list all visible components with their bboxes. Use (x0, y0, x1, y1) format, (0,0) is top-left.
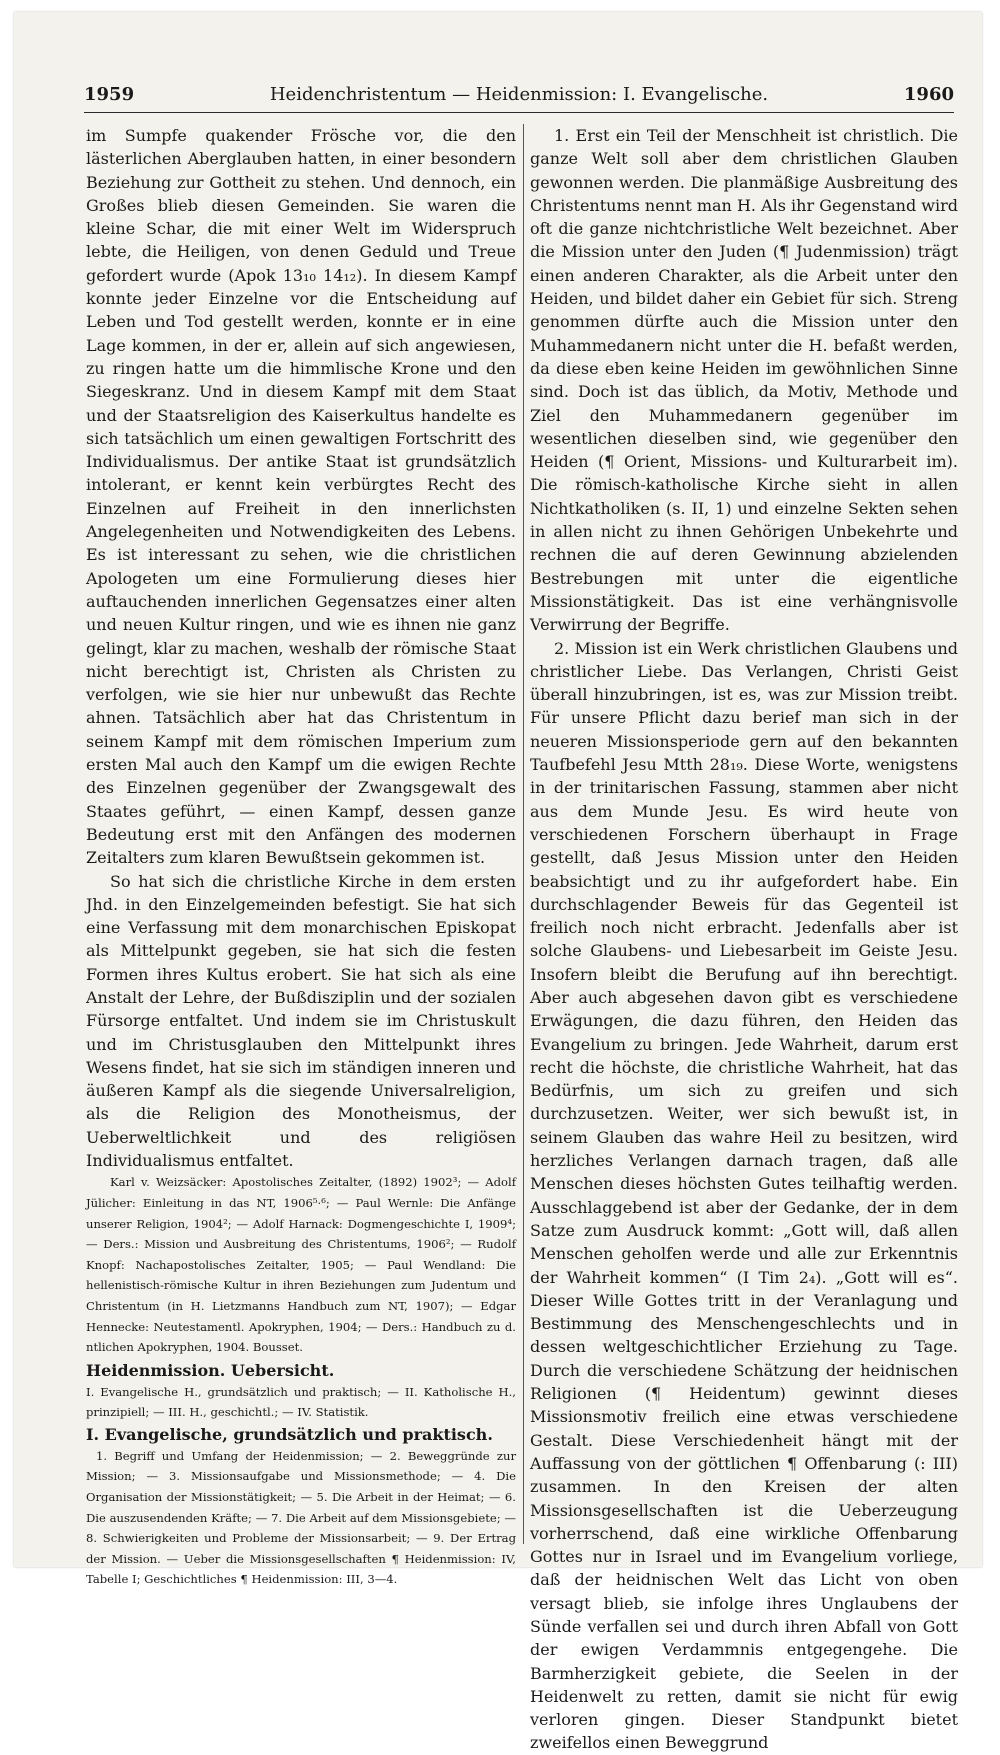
page-header (84, 82, 954, 113)
section-overview: I. Evangelische H., grundsätzlich und praktisch; — II. Katholische H., prinzipiell; — III. H., geschichtl.; — IV. Statistik. (86, 1384, 516, 1420)
subsection-outline: 1. Begriff und Umfang der Heidenmission; — 2. Beweggründe zur Mission; — 3. Missionsaufgabe und Missionsmethode; — 4. Die Organisation der Missionstätigkeit; — 5. Die Arbeit in der Heimat; — 6. Die auszusendenden Kräfte; — 7. Die Arbeit auf dem Missionsgebiete; — 8. Schwierigkeiten und Probleme der Missionsarbeit; — 9. Der Ertrag der Mission. — Ueber die Missionsgesellschaften ¶ Heidenmission: IV, Tabelle I; Geschichtliches ¶ Heidenmission: III, 3—4. (86, 1448, 516, 1587)
left-paragraph-1: im Sumpfe quakender Frösche vor, die den lästerlichen Aberglauben hatten, in einer besondern Beziehung zur Gottheit zu stehen. Und dennoch, ein Großes blieb diesen Gemeinden. Sie waren die kleine Schar, die mit einer Welt im Widerspruch lebte, die Heiligen, von denen Geduld und Treue gefordert wurde (Apok 13₁₀ 14₁₂). In diesem Kampf konnte jeder Einzelne vor die Entscheidung auf Leben und Tod gestellt werden, konnte er in eine Lage kommen, in der er, allein auf sich angewiesen, zu ringen hatte um die himmlische Krone und den Siegeskranz. Und in diesem Kampf mit dem Staat und der Staatsreligion des Kaiserkultus handelte es sich tatsächlich um einen gewaltigen Fortschritt des Individualismus. Der antike Staat ist grundsätzlich intolerant, er kennt kein verbürgtes Recht des Einzelnen auf Freiheit in den innerlichsten Angelegenheiten und Notwendigkeiten des Lebens. Es ist interessant zu sehen, wie die christlichen Apologeten um eine Formulierung dieses hier auftauchenden innerlichen Gegensatzes einer alten und neuen Kultur ringen, und wie es ihnen nie ganz gelingt, klar zu machen, weshalb der römische Staat nicht berechtigt ist, Christen als Christen zu verfolgen, wie sie hier nur unbewußt das Rechte ahnen. Tatsächlich aber hat das Christentum in seinem Kampf mit dem römischen Imperium zum ersten Mal auch den Kampf um die ewigen Rechte des Einzelnen gegenüber der Zwangsgewalt des Staates geführt, — einen Kampf, dessen ganze Bedeutung erst mit den Anfängen des modernen Zeitalters zum klaren Bewußtsein gekommen ist. (86, 126, 516, 868)
left-column (86, 124, 516, 1590)
running-title: Heidenchristentum — Heidenmission: I. Evangelische. (269, 84, 769, 105)
subsection-title: I. Evangelische, grundsätzlich und praktisch. (86, 1424, 493, 1444)
page-number-left: 1959 (84, 84, 135, 105)
column-divider (523, 124, 524, 1544)
page-number-right: 1960 (903, 84, 954, 105)
right-column (530, 124, 958, 1755)
right-paragraph-2: 2. Mission ist ein Werk christlichen Glaubens und christlicher Liebe. Das Verlangen, Christi Geist überall hinzubringen, ist es, was zur Mission treibt. Für unsere Pflicht dazu berief man sich in der neueren Missionsperiode gern auf den bekannten Taufbefehl Jesu Mtth 28₁₉. Diese Worte, wenigstens in der trinitarischen Fassung, stammen aber nicht aus dem Munde Jesu. Es wird heute von verschiedenen Forschern überhaupt in Frage gestellt, daß Jesus Mission unter den Heiden beabsichtigt und zu ihr aufgefordert habe. Ein durchschlagender Beweis für das Gegenteil ist freilich noch nicht erbracht. Jedenfalls aber ist solche Glaubens- und Liebesarbeit im Geiste Jesu. Insofern bleibt die Berufung auf ihn berechtigt. Aber auch abgesehen davon gibt es verschiedene Erwägungen, die dazu führen, den Heiden das Evangelium zu bringen. Jede Wahrheit, darum erst recht die höchste, die christliche Wahrheit, hat das Bedürfnis, um sich zu greifen und sich durchzusetzen. Weiter, wer sich bewußt ist, in seinem Glauben das wahre Heil zu besitzen, wird herzliches Verlangen darnach tragen, daß alle Menschen dieses höchsten Gutes teilhaftig werden. Ausschlaggebend ist aber der Gedanke, der in dem Satze zum Ausdruck kommt: „Gott will, daß allen Menschen geholfen werde und alle zur Erkenntnis der Wahrheit kommen“ (I Tim 2₄). „Gott will es“. Dieser Wille Gottes tritt in der Veranlagung und Bestimmung des Menschengeschlechts und in dessen weltgeschichtlicher Erziehung zu Tage. Durch die verschiedene Schätzung der heidnischen Religionen (¶ Heidentum) gewinnt dieses Missionsmotiv freilich eine etwas verschiedene Gestalt. Diese Verschiedenheit hängt mit der Auffassung von der göttlichen ¶ Offenbarung (: III) zusammen. In den Kreisen der alten Missionsgesellschaften ist die Ueberzeugung vorherrschend, daß eine wirkliche Offenbarung Gottes nur in Israel und im Evangelium vorliege, daß der heidnischen Welt das Licht von oben versagt blieb, sie infolge ihres Unglaubens der Sünde verfallen sei und durch ihren Abfall von Gott der ewigen Verdammnis entgegengehe. Die Barmherzigkeit gebiete, die Seelen in der Heidenwelt zu retten, damit sie nicht für ewig verloren gingen. Dieser Standpunkt bietet zweifellos einen Beweggrund (530, 638, 958, 1753)
bibliography: Karl v. Weizsäcker: Apostolisches Zeitalter, (1892) 1902³; — Adolf Jülicher: Einleitung in das NT, 1906⁵·⁶; — Paul Wernle: Die Anfänge unserer Religion, 1904²; — Adolf Harnack: Dogmengeschichte I, 1909⁴; — Ders.: Mission und Ausbreitung des Christentums, 1906²; — Rudolf Knopf: Nachapostolisches Zeitalter, 1905; — Paul Wendland: Die hellenistisch-römische Kultur in ihren Beziehungen zum Judentum und Christentum (in H. Lietzmanns Handbuch zum NT, 1907); — Edgar Hennecke: Neutestamentl. Apokryphen, 1904; — Ders.: Handbuch zu d. ntlichen Apokryphen, 1904. Bousset. (86, 1175, 516, 1355)
scanned-page (14, 12, 982, 1753)
left-paragraph-2: So hat sich die christliche Kirche in dem ersten Jhd. in den Einzelgemeinden befestigt. Sie hat sich eine Verfassung mit dem monarchischen Episkopat als Mittelpunkt gegeben, sie hat sich die festen Formen ihres Kultus erobert. Sie hat sich als eine Anstalt der Lehre, der Bußdisziplin und der sozialen Fürsorge entfaltet. Und indem sie im Christuskult und im Christusglauben den Mittelpunkt ihres Wesens findet, hat sie sich im ständigen inneren und äußeren Kampf als die siegende Universalreligion, als die Religion des Monotheismus, der Ueberweltlichkeit und des religiösen Individualismus entfaltet. (86, 871, 516, 1171)
section-title: Heidenmission. Uebersicht. (86, 1360, 335, 1380)
right-paragraph-1: 1. Erst ein Teil der Menschheit ist christlich. Die ganze Welt soll aber dem christlichen Glauben gewonnen werden. Die planmäßige Ausbreitung des Christentums nennt man H. Als ihr Gegenstand wird oft die ganze nichtchristliche Welt bezeichnet. Aber die Mission unter den Juden (¶ Judenmission) trägt einen anderen Charakter, als die Arbeit unter den Heiden, und bildet daher ein Gebiet für sich. Streng genommen dürfte auch die Mission unter den Muhammedanern nicht unter die H. befaßt werden, da diese eben keine Heiden im gewöhnlichen Sinne sind. Doch ist das üblich, da Motiv, Methode und Ziel den Muhammedanern gegenüber im wesentlichen dieselben sind, wie gegenüber den Heiden (¶ Orient, Missions- und Kulturarbeit im). Die römisch-katholische Kirche sieht in allen Nichtkatholiken (s. II, 1) und einzelne Sekten sehen in allen nicht zu ihnen Gehörigen Unbekehrte und rechnen die auf deren Gewinnung abzielenden Bestrebungen mit unter die eigentliche Missionstätigkeit. Das ist eine verhängnisvolle Verwirrung der Begriffe. (530, 126, 958, 635)
